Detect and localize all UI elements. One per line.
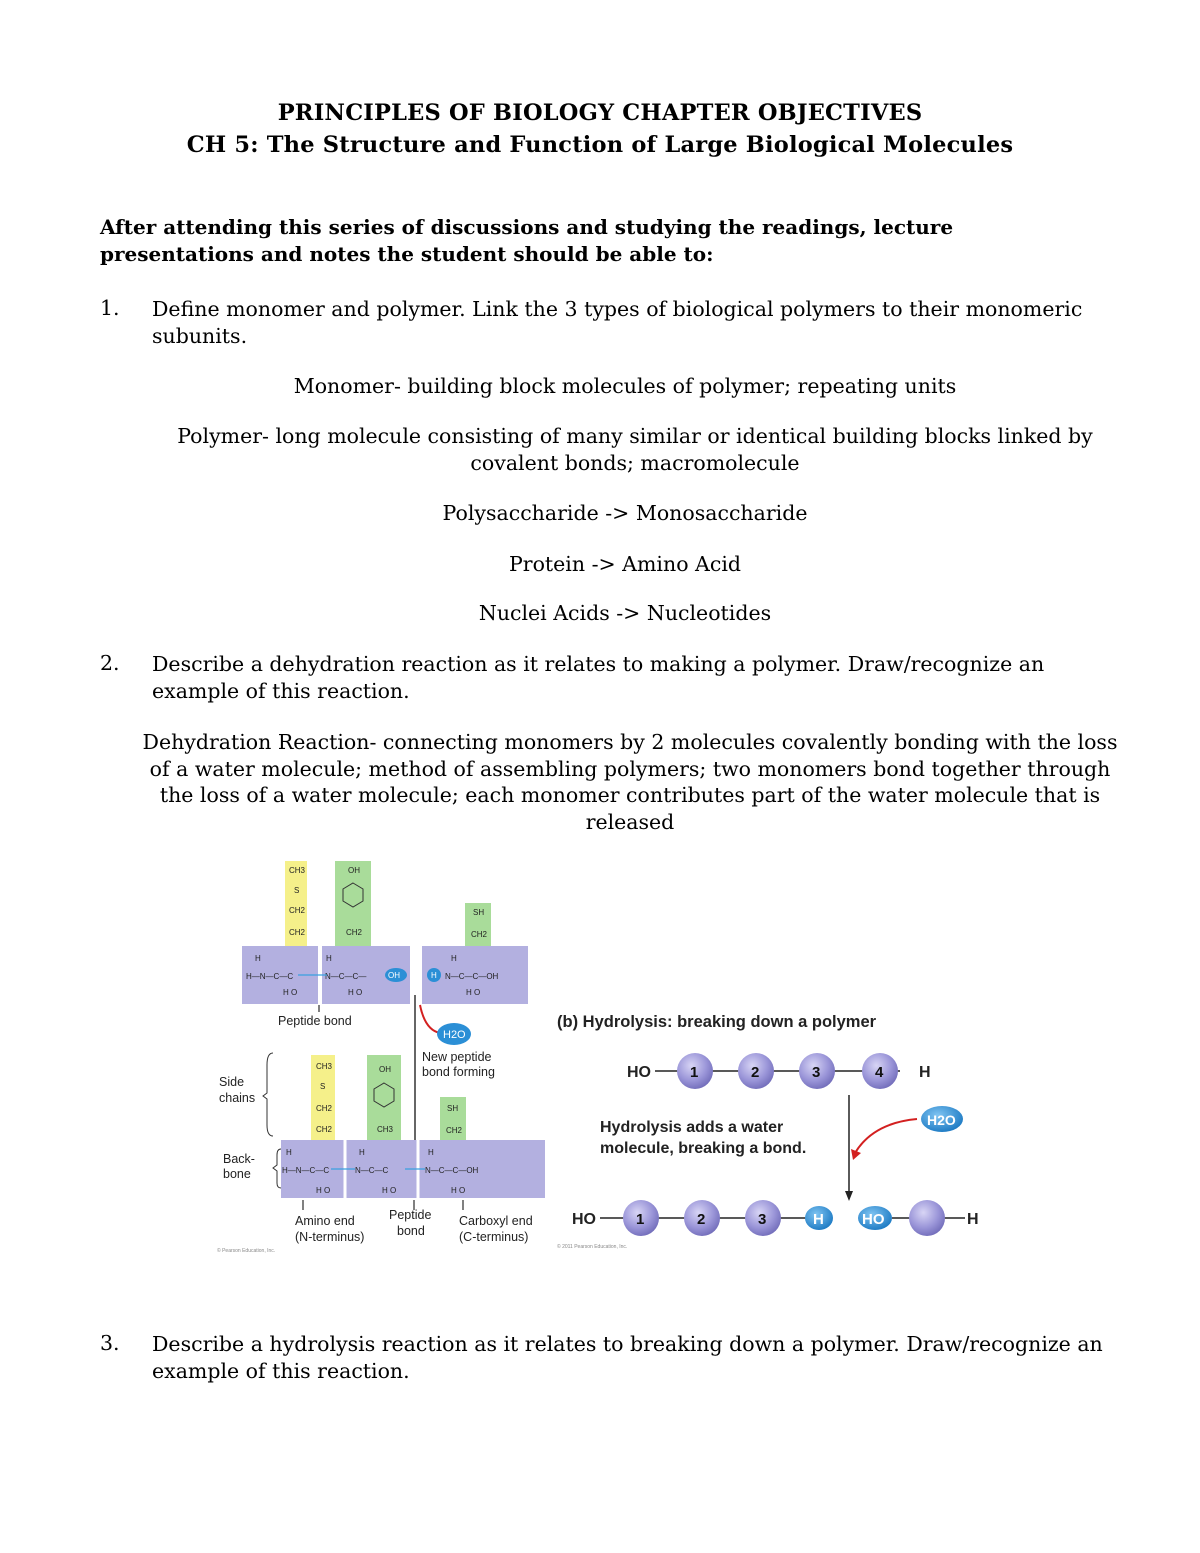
water-added-arrow [855,1119,917,1153]
ho-label: HO [862,1211,885,1228]
svg-text:H: H [451,954,457,963]
chem-label: SH [473,908,485,917]
objective-text: Describe a dehydration reaction as it relates to making a polymer. Draw/recognize an example of this reaction. [152,652,1045,703]
new-bond-label: New peptide [422,1050,492,1064]
monomer [862,1053,898,1089]
svg-text:H: H [428,1148,434,1157]
answer-monomer: Monomer- building block molecules of polymer; repeating units [293,374,957,398]
chem-label: CH3 [289,866,306,875]
svg-text:CH2: CH2 [446,1126,463,1135]
monomer-number: 3 [812,1064,821,1081]
svg-text:H: H [286,1148,292,1157]
svg-text:CH2: CH2 [316,1125,333,1134]
page-subtitle: CH 5: The Structure and Function of Large Biological Molecules [186,132,1014,158]
svg-text:N—C—C—: N—C—C— [325,972,367,981]
chem-label: CH2 [471,930,488,939]
svg-text:H O: H O [283,988,298,997]
chem-label: S [294,886,300,895]
objective-number: 1. [100,296,120,320]
svg-text:H: H [326,954,332,963]
side-chains-label: chains [219,1091,256,1105]
copyright: © Pearson Education, Inc. [217,1248,276,1254]
svg-text:H O: H O [382,1186,397,1195]
backbone-label: Back- [223,1152,255,1166]
monomer-number: 4 [875,1064,884,1081]
carboxyl-end-label: (C-terminus) [459,1230,529,1244]
objective-text: Describe a hydrolysis reaction as it relates to breaking down a polymer. Draw/recognize an example of this reaction. [152,1332,1103,1383]
answer-polymer: Polymer- long molecule consisting of many similar or identical building blocks linked by covalent bonds; macromolecule [177,424,1093,475]
svg-text:N—C—C—OH: N—C—C—OH [445,972,499,981]
monomer-number: 2 [751,1064,760,1081]
h-label: H [967,1211,979,1228]
svg-text:SH: SH [447,1104,459,1113]
water-label: H2O [443,1029,466,1041]
peptide-bond-label: Peptide bond [278,1014,352,1028]
hydrolysis-caption: Hydrolysis adds a water [600,1119,784,1136]
objective-number: 2. [100,651,120,675]
h-label: H [919,1064,931,1081]
svg-text:H: H [431,971,437,980]
chem-label: OH [348,866,360,875]
hydrolysis-title: (b) Hydrolysis: breaking down a polymer [557,1013,877,1031]
objective-number: 3. [100,1331,120,1355]
backbone-label: bone [223,1167,251,1181]
answer-nucleic-acids: Nuclei Acids -> Nucleotides [478,601,772,625]
svg-text:S: S [320,1082,326,1091]
svg-text:H—N—C—C: H—N—C—C [282,1166,330,1175]
copyright: © 2011 Pearson Education, Inc. [557,1244,628,1250]
hydrolysis-figure [555,1005,985,1255]
ho-label: HO [627,1064,651,1081]
svg-text:H: H [359,1148,365,1157]
svg-text:N—C—C—OH: N—C—C—OH [425,1166,479,1175]
svg-text:H: H [255,954,261,963]
side-chains-label: Side [219,1075,245,1089]
svg-text:OH: OH [379,1065,391,1074]
chem-label: CH2 [289,928,306,937]
monomer [745,1200,781,1236]
amino-end-label: (N-terminus) [295,1230,365,1244]
svg-text:H—N—C—C: H—N—C—C [246,972,294,981]
h-label: H [813,1211,824,1228]
svg-text:CH3: CH3 [377,1125,394,1134]
chem-label: CH2 [289,906,306,915]
answer-polysaccharide: Polysaccharide -> Monosaccharide [442,501,808,525]
peptide-bond-figure [215,855,545,1265]
svg-text:H O: H O [451,1186,466,1195]
monomer [909,1200,945,1236]
monomer [684,1200,720,1236]
svg-text:H O: H O [466,988,481,997]
page-title: PRINCIPLES OF BIOLOGY CHAPTER OBJECTIVES [277,100,923,126]
peptide-bond-bottom-label: Peptide [389,1208,432,1222]
svg-text:H O: H O [316,1186,331,1195]
monomer-number: 1 [636,1211,645,1228]
water-release-arrow [420,1005,440,1033]
hydrolysis-caption: molecule, breaking a bond. [600,1140,807,1157]
monomer [623,1200,659,1236]
intro-paragraph: After attending this series of discussions and studying the readings, lecture presentations and notes the student should be able to: [100,215,954,266]
svg-text:N—C—C: N—C—C [355,1166,389,1175]
svg-text:CH3: CH3 [316,1062,333,1071]
monomer-number: 2 [697,1211,706,1228]
amino-end-label: Amino end [295,1214,355,1228]
water-label: H2O [927,1112,956,1128]
monomer [799,1053,835,1089]
answer-dehydration: Dehydration Reaction- connecting monomers by 2 molecules covalently bonding with the loss of a water molecule; method of assembling polymers; two monomers bond together through the loss of a water molecule; each monomer contributes part of the water molecule that is released [142,730,1118,834]
chem-label: CH2 [346,928,363,937]
svg-text:OH: OH [388,971,400,980]
monomer [677,1053,713,1089]
carboxyl-end-label: Carboxyl end [459,1214,533,1228]
monomer-number: 1 [690,1064,699,1081]
answer-protein: Protein -> Amino Acid [508,552,742,576]
new-bond-label: bond forming [422,1065,495,1079]
svg-text:H O: H O [348,988,363,997]
peptide-bond-bottom-label: bond [397,1224,425,1238]
ho-label: HO [572,1211,596,1228]
svg-text:CH2: CH2 [316,1104,333,1113]
monomer [738,1053,774,1089]
monomer-number: 3 [758,1211,767,1228]
objective-text: Define monomer and polymer. Link the 3 types of biological polymers to their monomeric subunits. [152,297,1083,348]
